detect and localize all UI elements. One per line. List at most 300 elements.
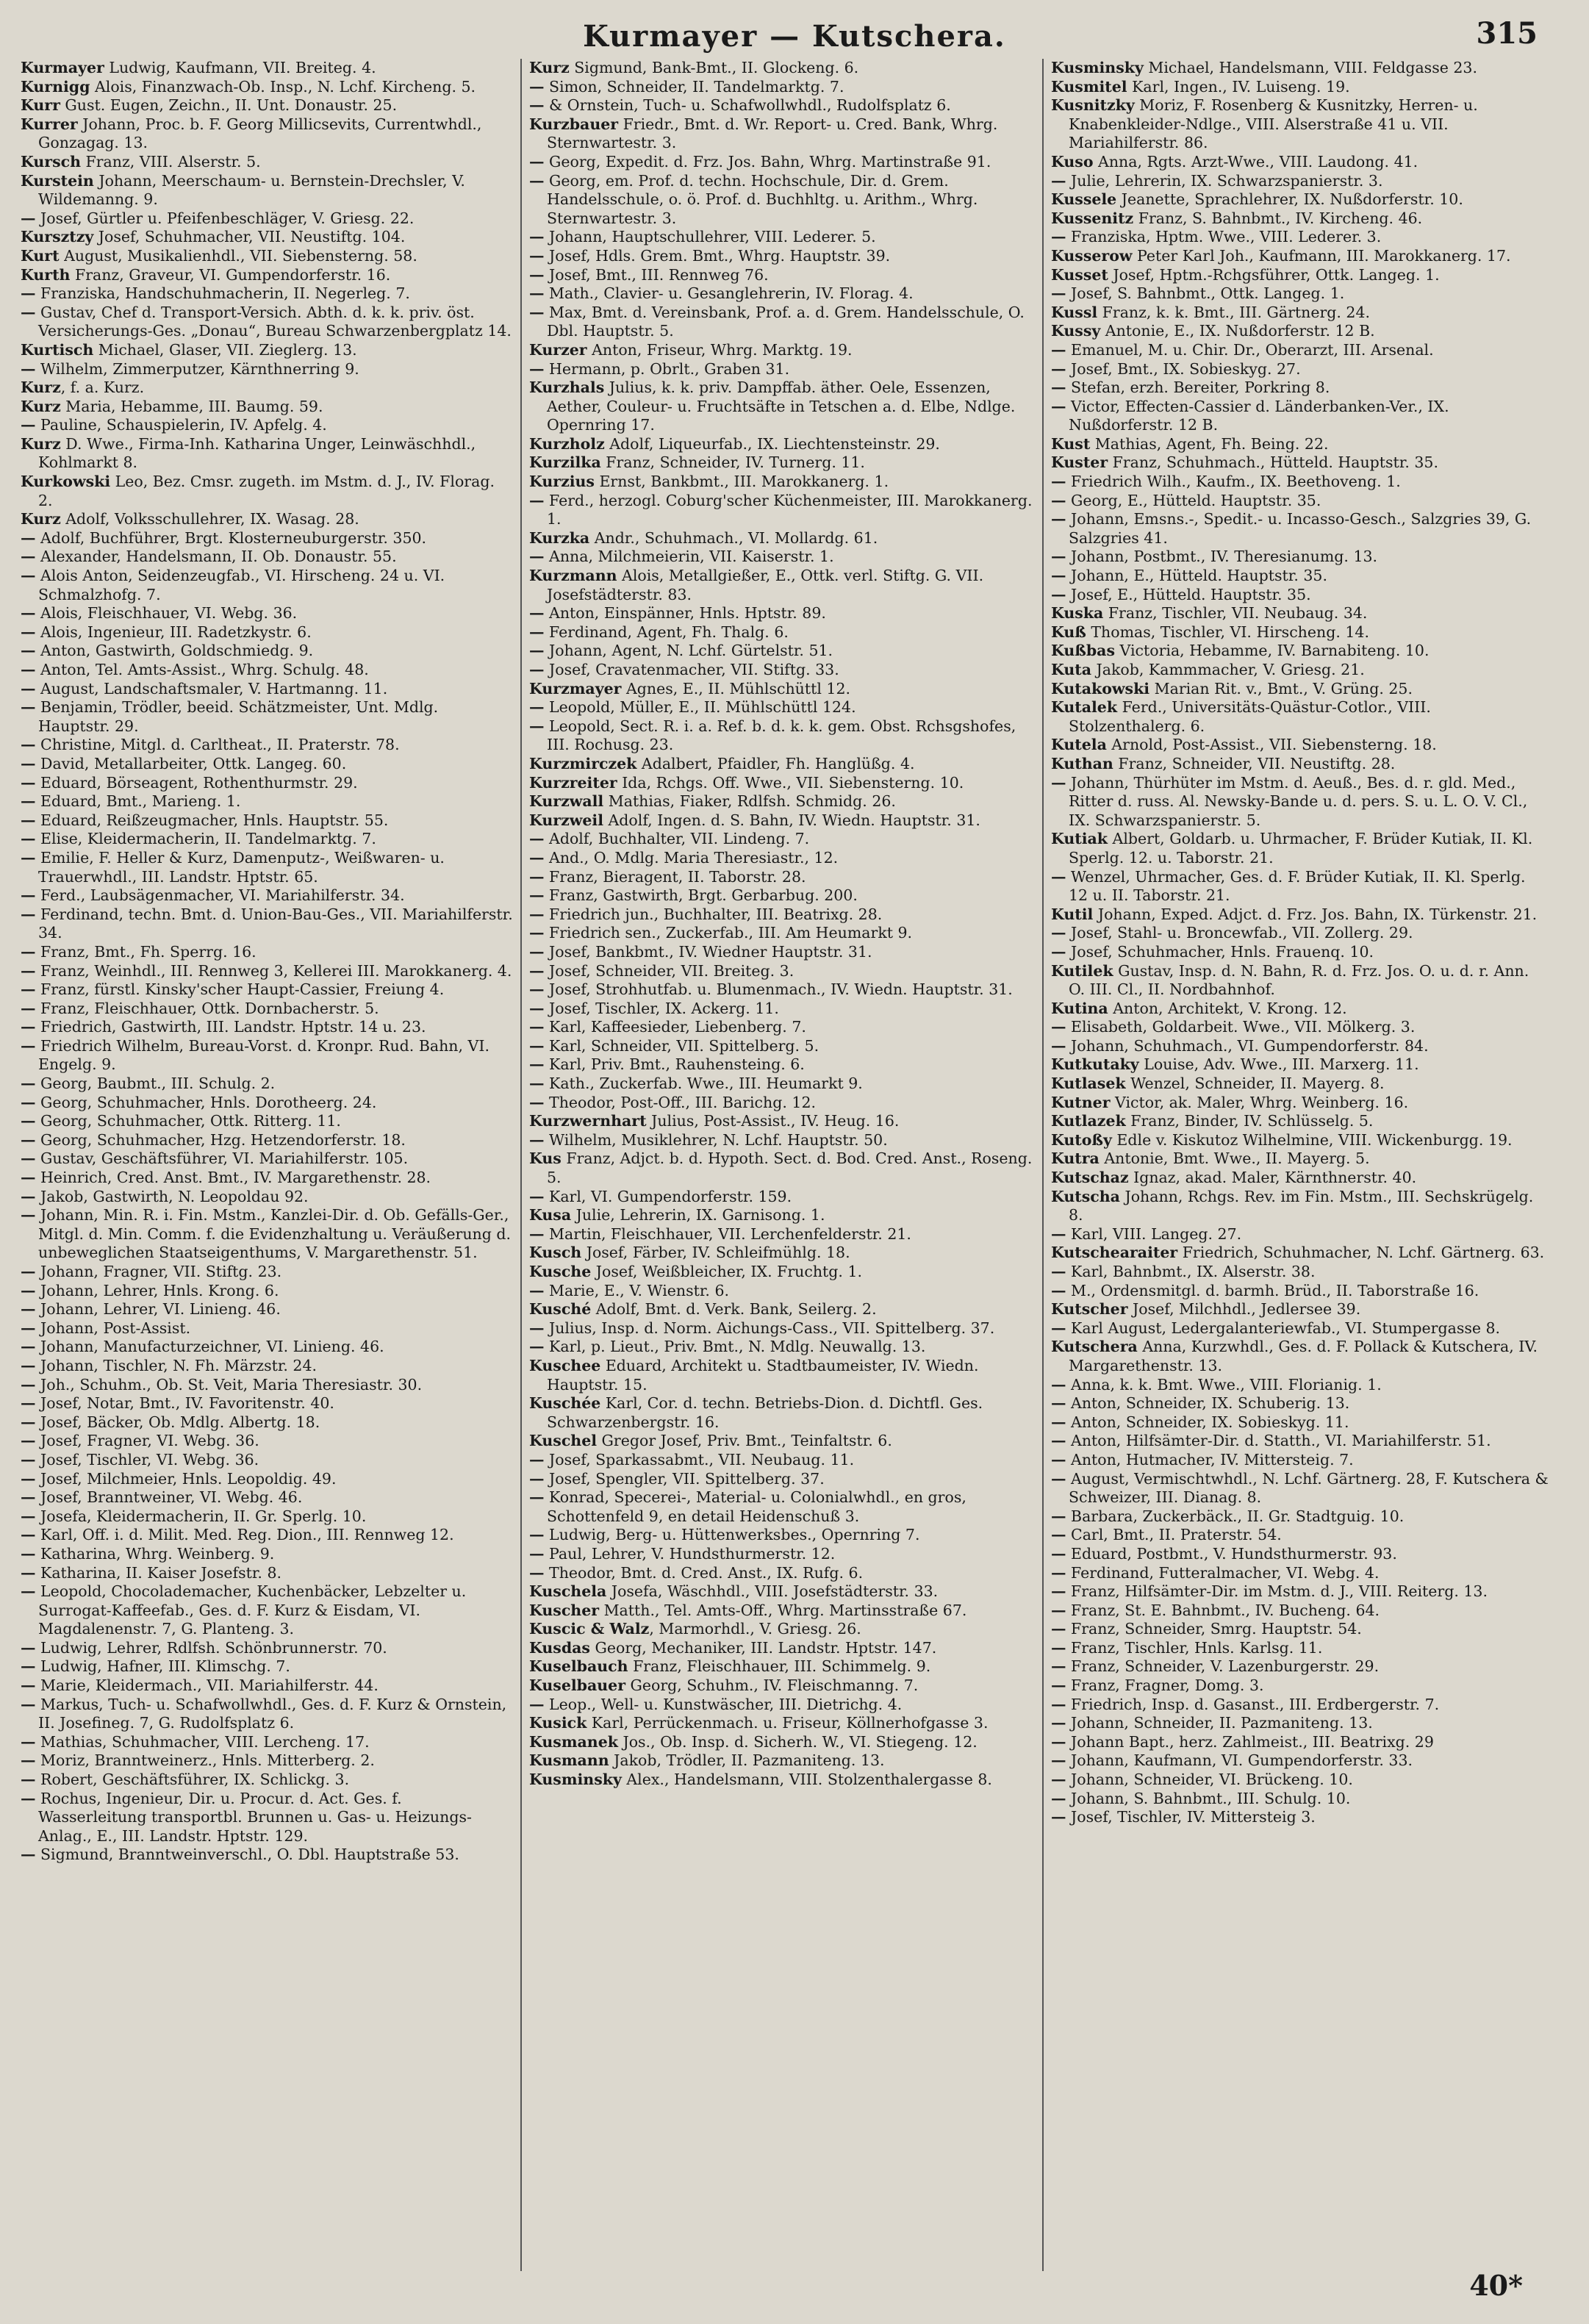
entry-details: Anton, Schneider, IX. Sobieskyg. 11.	[1066, 1413, 1349, 1431]
entry-surname: Kurz	[529, 59, 570, 76]
directory-entry	[1051, 1564, 1549, 1583]
entry-details: August, Musikalienhdl., VII. Siebensterng. 58.	[59, 246, 417, 265]
entry-surname: Kurzbauer	[529, 115, 619, 133]
directory-entry	[21, 642, 513, 661]
entry-details: Albert, Goldarb. u. Uhrmacher, F. Brüder Kutiak, II. Kl. Sperlg. 12. u. Taborstr. 21.	[1069, 830, 1533, 867]
directory-entry	[1051, 1714, 1549, 1733]
directory-entry	[21, 1000, 513, 1019]
entry-surname: —	[1051, 1526, 1066, 1544]
entry-surname: —	[1051, 1469, 1066, 1488]
entry-details: Johann, Min. R. i. Fin. Mstm., Kanzlei-Dir. d. Ob. Gefälls-Ger., Mitgl. d. Min. Comm. f. die Evidenzhaltung u. Veräußerung d. unbeweglichen Staatseigenthums, V. Margarethenstr. 51.	[35, 1206, 512, 1262]
entry-surname: —	[21, 623, 36, 641]
directory-entry	[21, 172, 513, 209]
entry-details: Franz, Fragner, Domg. 3.	[1066, 1676, 1264, 1695]
directory-entry	[21, 510, 513, 529]
entry-details: Karl, Priv. Bmt., Rauhensteing. 6.	[544, 1055, 805, 1074]
entry-surname: —	[21, 1300, 36, 1319]
entry-details: Johann, Schneider, VI. Brückeng. 10.	[1066, 1771, 1353, 1789]
directory-entry	[1051, 1000, 1549, 1019]
entry-surname: Kusmanek	[529, 1732, 618, 1751]
directory-entry	[21, 1188, 513, 1207]
entry-surname: Kurkowski	[21, 473, 111, 491]
directory-entry	[529, 943, 1035, 962]
directory-entry	[21, 1075, 513, 1094]
directory-entry	[1051, 266, 1549, 285]
directory-entry	[1051, 1094, 1549, 1113]
entry-details: Georg, Schuhmacher, Hnls. Dorotheerg. 24.	[35, 1093, 377, 1111]
directory-entry	[1051, 868, 1549, 905]
entry-surname: —	[1051, 1281, 1066, 1299]
entry-surname: —	[21, 1846, 36, 1864]
entry-details: Math., Clavier- u. Gesanglehrerin, IV. Florag. 4.	[544, 284, 914, 303]
directory-entry	[21, 1733, 513, 1752]
entry-details: Franz, VIII. Alserstr. 5.	[81, 152, 261, 171]
entry-details: Mathias, Fiaker, Rdlfsh. Schmidg. 26.	[603, 792, 896, 811]
entry-details: Karl, Off. i. d. Milit. Med. Reg. Dion., III. Rennweg 12.	[35, 1526, 454, 1544]
directory-entry	[529, 1488, 1035, 1526]
directory-entry	[21, 1094, 513, 1113]
entry-surname: —	[21, 303, 36, 321]
entry-surname: Kurth	[21, 265, 71, 284]
entry-surname: Kusmann	[529, 1751, 609, 1770]
entry-surname: —	[1051, 1638, 1066, 1657]
entry-surname: —	[1051, 397, 1066, 415]
entry-surname: —	[21, 359, 36, 378]
entry-details: Elisabeth, Goldarbeit. Wwe., VII. Mölkerg. 3.	[1066, 1018, 1416, 1036]
directory-entry	[21, 604, 513, 623]
entry-surname: —	[1051, 1732, 1066, 1751]
entry-surname: —	[1051, 359, 1066, 378]
directory-entry	[21, 1037, 513, 1075]
entry-surname: —	[21, 1206, 36, 1224]
entry-details: Anna, k. k. Bmt. Wwe., VIII. Florianig. 1.	[1066, 1375, 1382, 1394]
entry-surname: —	[529, 152, 545, 171]
directory-entry	[529, 153, 1035, 172]
entry-details: Johann Bapt., herz. Zahlmeist., III. Beatrixg. 29	[1066, 1732, 1434, 1751]
directory-entry	[21, 1432, 513, 1451]
entry-details: Josef, Tischler, IV. Mittersteig 3.	[1066, 1808, 1316, 1826]
entry-details: Josef, Bmt., III. Rennweg 76.	[544, 265, 769, 284]
entry-details: Benjamin, Trödler, beeid. Schätzmeister, Unt. Mdlg. Hauptstr. 29.	[35, 698, 439, 735]
directory-entry	[21, 284, 513, 304]
directory-entry	[21, 304, 513, 341]
entry-surname: —	[21, 1375, 36, 1394]
entry-details: Karl, VIII. Langeg. 27.	[1066, 1224, 1242, 1243]
directory-entry	[1051, 1282, 1549, 1301]
entry-details: Alois, Metallgießer, E., Ottk. verl. Stiftg. G. VII. Josefstädterstr. 83.	[547, 567, 984, 603]
entry-details: Anna, Milchmeierin, VII. Kaiserstr. 1.	[544, 548, 834, 566]
entry-details: Jakob, Gastwirth, N. Leopoldau 92.	[35, 1187, 309, 1205]
directory-entry	[1051, 473, 1549, 492]
entry-surname: —	[1051, 491, 1066, 509]
directory-entry	[1051, 1639, 1549, 1658]
entry-details: Franz, Schneider, IV. Turnerg. 11.	[600, 453, 865, 472]
entry-surname: Kurz	[21, 397, 61, 415]
entry-surname: Kurtisch	[21, 340, 94, 359]
entry-surname: —	[529, 924, 545, 942]
entry-surname: Kurzwall	[529, 792, 604, 811]
entry-details: Leopold, Müller, E., II. Mühlschüttl 124.	[544, 698, 856, 717]
entry-details: Alois, Finanzwach-Ob. Insp., N. Lchf. Kircheng. 5.	[90, 77, 476, 96]
entry-details: Franz, St. E. Bahnbmt., IV. Bucheng. 64.	[1066, 1601, 1380, 1619]
entry-surname: —	[21, 1093, 36, 1111]
directory-entry	[529, 698, 1035, 717]
entry-surname: —	[529, 1055, 545, 1074]
directory-entry	[21, 1507, 513, 1527]
directory-entry	[1051, 642, 1549, 661]
entry-details: Josef, Fragner, VI. Webg. 36.	[35, 1432, 259, 1450]
entry-surname: —	[529, 96, 545, 115]
directory-entry	[529, 717, 1035, 755]
directory-entry	[1051, 1188, 1549, 1225]
entry-surname: —	[21, 1563, 36, 1582]
entry-surname: —	[21, 1488, 36, 1507]
entry-surname: —	[21, 905, 36, 923]
entry-surname: —	[1051, 585, 1066, 603]
directory-entry	[529, 1714, 1035, 1733]
running-title: Kurmayer — Kutschera.	[583, 19, 1006, 54]
directory-entry	[529, 623, 1035, 642]
directory-entry	[1051, 435, 1549, 454]
entry-details: Johann, Lehrer, Hnls. Krong. 6.	[35, 1281, 279, 1299]
entry-details: Friedrich Wilh., Kaufm., IX. Beethoveng. 1.	[1066, 473, 1401, 491]
entry-surname: —	[21, 1789, 36, 1807]
directory-entry	[1051, 567, 1549, 586]
directory-entry	[529, 341, 1035, 360]
entry-surname: —	[529, 77, 545, 96]
entry-details: Josef, Strohhutfab. u. Blumenmach., IV. Wiedn. Hauptstr. 31.	[544, 980, 1013, 999]
entry-details: Victoria, Hebamme, IV. Barnabiteng. 10.	[1115, 642, 1430, 660]
directory-entry	[1051, 774, 1549, 831]
directory-entry	[529, 1206, 1035, 1225]
directory-entry	[529, 604, 1035, 623]
entry-surname: Kusick	[529, 1714, 587, 1732]
entry-surname: Kutscher	[1051, 1300, 1128, 1319]
entry-details: Carl, Bmt., II. Praterstr. 54.	[1066, 1526, 1282, 1544]
entry-surname: Kuselbauch	[529, 1657, 628, 1676]
entry-details: Anton, Schneider, IX. Schuberig. 13.	[1066, 1394, 1350, 1413]
entry-details: Josef, Bmt., IX. Sobieskyg. 27.	[1066, 359, 1301, 378]
directory-entry	[529, 868, 1035, 887]
entry-surname: —	[21, 642, 36, 660]
entry-surname: —	[21, 1075, 36, 1093]
directory-entry	[21, 680, 513, 699]
entry-surname: Kurzilka	[529, 453, 601, 472]
entry-details: Johann, Tischler, N. Fh. Märzstr. 24.	[35, 1356, 318, 1374]
entry-details: Franz, Schneider, Smrg. Hauptstr. 54.	[1066, 1620, 1362, 1638]
directory-entry	[21, 1018, 513, 1037]
directory-entry	[21, 473, 513, 510]
entry-details: Julius, Insp. d. Norm. Aichungs-Cass., VII. Spittelberg. 37.	[544, 1319, 995, 1337]
entry-surname: —	[529, 1526, 545, 1544]
entry-details: Leopold, Chocolademacher, Kuchenbäcker, Lebzelter u. Surrogat-Kaffeefab., Ges. d. F. Kurz & Eisdam, VI. Magdalenenstr. 7, G. Planteng. 3.	[35, 1582, 467, 1638]
entry-surname: Kuschee	[529, 1356, 601, 1374]
directory-entry	[529, 1282, 1035, 1301]
directory-entry	[529, 115, 1035, 153]
entry-surname: —	[1051, 228, 1066, 246]
entry-details: Georg, Schuhm., IV. Fleischmanng. 7.	[625, 1676, 919, 1695]
directory-entry	[529, 1526, 1035, 1545]
directory-entry	[21, 1790, 513, 1846]
entry-surname: —	[21, 811, 36, 829]
entry-surname: —	[21, 754, 36, 772]
directory-entry	[1051, 228, 1549, 247]
entry-surname: —	[21, 942, 36, 961]
directory-entry	[529, 473, 1035, 492]
entry-details: Franz, Bmt., Fh. Sperrg. 16.	[35, 942, 257, 961]
entry-surname: Kurnigg	[21, 77, 90, 96]
directory-entry	[529, 1131, 1035, 1150]
entry-details: Emilie, F. Heller & Kurz, Damenputz-, Weißwaren- u. Trauerwhdl., III. Landstr. Hptstr. 65.	[35, 848, 445, 886]
entry-details: Agnes, E., II. Mühlschüttl 12.	[621, 679, 851, 697]
entry-details: Johann, Rchgs. Rev. im Fin. Mstm., III. Sechskrügelg. 8.	[1069, 1187, 1534, 1224]
directory-entry	[1051, 1018, 1549, 1037]
directory-entry	[529, 1018, 1035, 1037]
entry-surname: Kurzmirczek	[529, 754, 637, 772]
entry-surname: —	[21, 1130, 36, 1149]
entry-surname: —	[21, 792, 36, 811]
directory-entry	[529, 1657, 1035, 1676]
entry-details: Josefa, Kleidermacherin, II. Gr. Sperlg. 10.	[35, 1507, 367, 1525]
entry-surname: —	[1051, 171, 1066, 190]
entry-details: Josef, Bankbmt., IV. Wiedner Hauptstr. 31.	[544, 942, 872, 961]
directory-entry	[21, 1451, 513, 1470]
entry-surname: Kuschée	[529, 1394, 601, 1413]
entry-surname: —	[21, 1751, 36, 1770]
entry-surname: —	[529, 999, 545, 1017]
entry-surname: —	[21, 1413, 36, 1431]
directory-entry	[529, 755, 1035, 774]
directory-entry	[529, 1075, 1035, 1094]
entry-surname: Kutil	[1051, 905, 1094, 923]
directory-entry	[1051, 943, 1549, 962]
entry-surname: —	[21, 567, 36, 585]
entry-details: And., O. Mdlg. Maria Theresiastr., 12.	[544, 848, 839, 867]
directory-entry	[1051, 1263, 1549, 1282]
entry-surname: Kurr	[21, 96, 60, 115]
directory-entry	[21, 1582, 513, 1639]
entry-details: Josef, Cravatenmacher, VII. Stiftg. 33.	[544, 661, 839, 678]
entry-details: Friedr., Bmt. d. Wr. Report- u. Cred. Bank, Whrg. Sternwartestr. 3.	[547, 115, 998, 152]
entry-details: Josef, Schuhmacher, Hnls. Frauenq. 10.	[1066, 942, 1374, 961]
directory-entry	[21, 980, 513, 1000]
directory-entry	[1051, 680, 1549, 699]
directory-entry	[21, 811, 513, 831]
entry-surname: Kuschela	[529, 1582, 607, 1601]
entry-details: Max, Bmt. d. Vereinsbank, Prof. a. d. Grem. Handelsschule, O. Dbl. Hauptstr. 5.	[544, 303, 1025, 340]
entry-surname: Kusche	[529, 1263, 592, 1280]
entry-details: Josef, Tischler, IX. Ackerg. 11.	[544, 999, 779, 1017]
entry-details: Franz, k. k. Bmt., III. Gärtnerg. 24.	[1097, 303, 1371, 321]
entry-details: Eduard, Bmt., Marieng. 1.	[35, 792, 241, 811]
entry-details: Johann, Post-Assist.	[35, 1319, 191, 1337]
directory-entry	[21, 1206, 513, 1263]
entry-surname: —	[529, 642, 545, 660]
entry-surname: —	[529, 1093, 545, 1111]
entry-details: Ernst, Bankbmt., III. Marokkanerg. 1.	[594, 473, 889, 491]
directory-entry	[1051, 1676, 1549, 1696]
entry-details: Josef, Stahl- u. Broncewfab., VII. Zollerg. 29.	[1066, 924, 1413, 942]
entry-details: Adolf, Buchhalter, VII. Lindeng. 7.	[544, 830, 810, 848]
directory-entry	[1051, 755, 1549, 774]
entry-details: Ludwig, Hafner, III. Klimschg. 7.	[35, 1657, 290, 1676]
directory-entry	[1051, 1037, 1549, 1056]
entry-surname: —	[529, 623, 545, 641]
directory-entry	[21, 755, 513, 774]
entry-details: Wilhelm, Zimmerputzer, Kärnthnerring 9.	[35, 359, 359, 378]
entry-details: Michael, Handelsmann, VIII. Feldgasse 23.	[1143, 59, 1477, 76]
directory-entry	[21, 379, 513, 398]
entry-surname: —	[1051, 1601, 1066, 1619]
entry-surname: —	[21, 1771, 36, 1789]
directory-entry	[529, 1300, 1035, 1319]
entry-details: Johann, Meerschaum- u. Bernstein-Drechsler, V. Wildemanng. 9.	[38, 171, 465, 209]
directory-entry	[529, 360, 1035, 379]
entry-details: August, Landschaftsmaler, V. Hartmanng. 11.	[35, 679, 388, 697]
directory-entry	[21, 962, 513, 981]
entry-details: Franz, Bieragent, II. Taborstr. 28.	[544, 867, 806, 886]
entry-details: Adolf, Volksschullehrer, IX. Wasag. 28.	[60, 510, 359, 528]
entry-surname: Kursztzy	[21, 228, 94, 246]
entry-surname: —	[21, 1638, 36, 1657]
entry-surname: Kutlasek	[1051, 1075, 1126, 1093]
page-header	[0, 13, 1589, 57]
directory-entry	[529, 1733, 1035, 1752]
directory-entry	[529, 284, 1035, 304]
entry-details: Adolf, Bmt. d. Verk. Bank, Seilerg. 2.	[591, 1300, 877, 1319]
entry-details: Peter Karl Joh., Kaufmann, III. Marokkanerg. 17.	[1132, 246, 1511, 265]
directory-entry	[529, 1432, 1035, 1451]
entry-surname: —	[529, 1469, 545, 1488]
entry-surname: —	[21, 548, 36, 566]
entry-details: Ferd., Universitäts-Quästur-Cotlor., VIII. Stolzenthalerg. 6.	[1069, 698, 1431, 735]
directory-entry	[529, 792, 1035, 811]
entry-details: Michael, Glaser, VII. Zieglerg. 13.	[93, 340, 357, 359]
entry-details: Josef, E., Hütteld. Hauptstr. 35.	[1066, 585, 1311, 603]
entry-surname: —	[529, 905, 545, 923]
entry-details: Franz, Graveur, VI. Gumpendorferstr. 16.	[70, 265, 391, 284]
entry-surname: —	[529, 1544, 545, 1563]
entry-details: Jeanette, Sprachlehrer, IX. Nußdorferstr. 10.	[1116, 190, 1463, 209]
directory-entry	[21, 1394, 513, 1413]
entry-details: Mathias, Agent, Fh. Being. 22.	[1090, 434, 1329, 453]
entry-surname: —	[529, 1036, 545, 1055]
entry-surname: —	[21, 679, 36, 697]
entry-surname: —	[1051, 548, 1066, 566]
entry-details: Johann, Schuhmach., VI. Gumpendorferstr. 84.	[1066, 1036, 1429, 1055]
entry-surname: —	[21, 1018, 36, 1036]
entry-details: M., Ordensmitgl. d. barmh. Brüd., II. Taborstraße 16.	[1066, 1281, 1479, 1299]
entry-details: Adolf, Liqueurfab., IX. Liechtensteinstr. 29.	[604, 434, 940, 453]
directory-entry	[529, 1564, 1035, 1583]
entry-details: Franz, Binder, IV. Schlüsselg. 5.	[1125, 1112, 1374, 1130]
directory-entry	[21, 830, 513, 849]
entry-surname: Kutiak	[1051, 830, 1108, 848]
directory-entry	[1051, 1300, 1549, 1319]
directory-entry	[529, 247, 1035, 266]
entry-surname: Kutscha	[1051, 1187, 1120, 1205]
entry-details: Andr., Schuhmach., VI. Mollardg. 61.	[589, 528, 878, 547]
entry-surname: Kurzius	[529, 473, 595, 491]
entry-details: Thomas, Tischler, VI. Hirscheng. 14.	[1086, 623, 1369, 641]
entry-surname: —	[21, 848, 36, 867]
directory-entry	[21, 529, 513, 548]
entry-surname: —	[529, 1695, 545, 1713]
entry-details: Karl, Schneider, VII. Spittelberg. 5.	[544, 1036, 819, 1055]
directory-entry	[529, 266, 1035, 285]
directory-entry	[21, 398, 513, 417]
directory-entry	[21, 1263, 513, 1282]
entry-details: Friedrich, Insp. d. Gasanst., III. Erdbergerstr. 7.	[1066, 1695, 1440, 1713]
directory-entry	[21, 435, 513, 473]
entry-surname: —	[1051, 379, 1066, 397]
directory-entry	[529, 1676, 1035, 1696]
directory-entry	[1051, 304, 1549, 323]
entry-surname: Kutalek	[1051, 698, 1118, 717]
directory-entry	[1051, 1432, 1549, 1451]
directory-entry	[21, 1470, 513, 1489]
directory-entry	[21, 1771, 513, 1790]
entry-details: Franz, Gastwirth, Brgt. Gerbarbug. 200.	[544, 886, 858, 905]
column-2	[520, 59, 1042, 2271]
entry-surname: —	[1051, 510, 1066, 528]
entry-details: August, Vermischtwhdl., N. Lchf. Gärtnerg. 28, F. Kutschera & Schweizer, III. Dianag. 8.	[1066, 1469, 1549, 1507]
directory-entry	[1051, 830, 1549, 867]
entry-surname: —	[21, 1036, 36, 1055]
entry-surname: Kuscher	[529, 1601, 600, 1619]
entry-surname: Kuscic & Walz	[529, 1620, 650, 1638]
entry-details: Julius, Post-Assist., IV. Heug. 16.	[646, 1112, 900, 1130]
directory-entry	[529, 811, 1035, 831]
directory-entry	[529, 453, 1035, 473]
entry-details: Karl, Bahnbmt., IX. Alserstr. 38.	[1066, 1263, 1316, 1280]
entry-surname: —	[1051, 1620, 1066, 1638]
directory-entry	[21, 115, 513, 153]
directory-entry	[1051, 586, 1549, 605]
entry-surname: —	[21, 209, 36, 227]
directory-entry	[21, 1282, 513, 1301]
directory-entry	[1051, 1150, 1549, 1169]
entry-details: Adolf, Buchführer, Brgt. Klosterneuburgerstr. 350.	[35, 528, 427, 547]
entry-surname: Kus	[529, 1150, 562, 1168]
directory-entry	[1051, 398, 1549, 435]
entry-surname: —	[529, 867, 545, 886]
entry-surname: —	[529, 698, 545, 717]
directory-entry	[529, 1188, 1035, 1207]
entry-surname: —	[1051, 1224, 1066, 1243]
entry-surname: Kuschel	[529, 1432, 598, 1450]
entry-details: Eduard, Reißzeugmacher, Hnls. Hauptstr. 55.	[35, 811, 389, 829]
entry-details: , f. a. Kurz.	[60, 379, 145, 397]
entry-details: Sigmund, Bank-Bmt., II. Glockeng. 6.	[569, 59, 859, 76]
directory-entry	[21, 416, 513, 435]
entry-surname: Kuso	[1051, 152, 1094, 171]
entry-surname: —	[1051, 1319, 1066, 1337]
directory-entry	[21, 623, 513, 642]
directory-entry	[529, 1602, 1035, 1621]
directory-entry	[21, 1169, 513, 1188]
directory-entry	[21, 341, 513, 360]
entry-details: Sigmund, Branntweinverschl., O. Dbl. Hauptstraße 53.	[35, 1846, 459, 1864]
directory-entry	[1051, 1055, 1549, 1075]
entry-details: Wilhelm, Musiklehrer, N. Lchf. Hauptstr. 50.	[544, 1130, 888, 1149]
entry-details: Johann, S. Bahnbmt., III. Schulg. 10.	[1066, 1789, 1351, 1807]
directory-entry	[529, 962, 1035, 981]
directory-entry	[1051, 1413, 1549, 1432]
directory-entry	[21, 1488, 513, 1507]
entry-surname: —	[21, 1695, 36, 1713]
entry-details: Martin, Fleischhauer, VII. Lerchenfelderstr. 21.	[544, 1224, 911, 1243]
